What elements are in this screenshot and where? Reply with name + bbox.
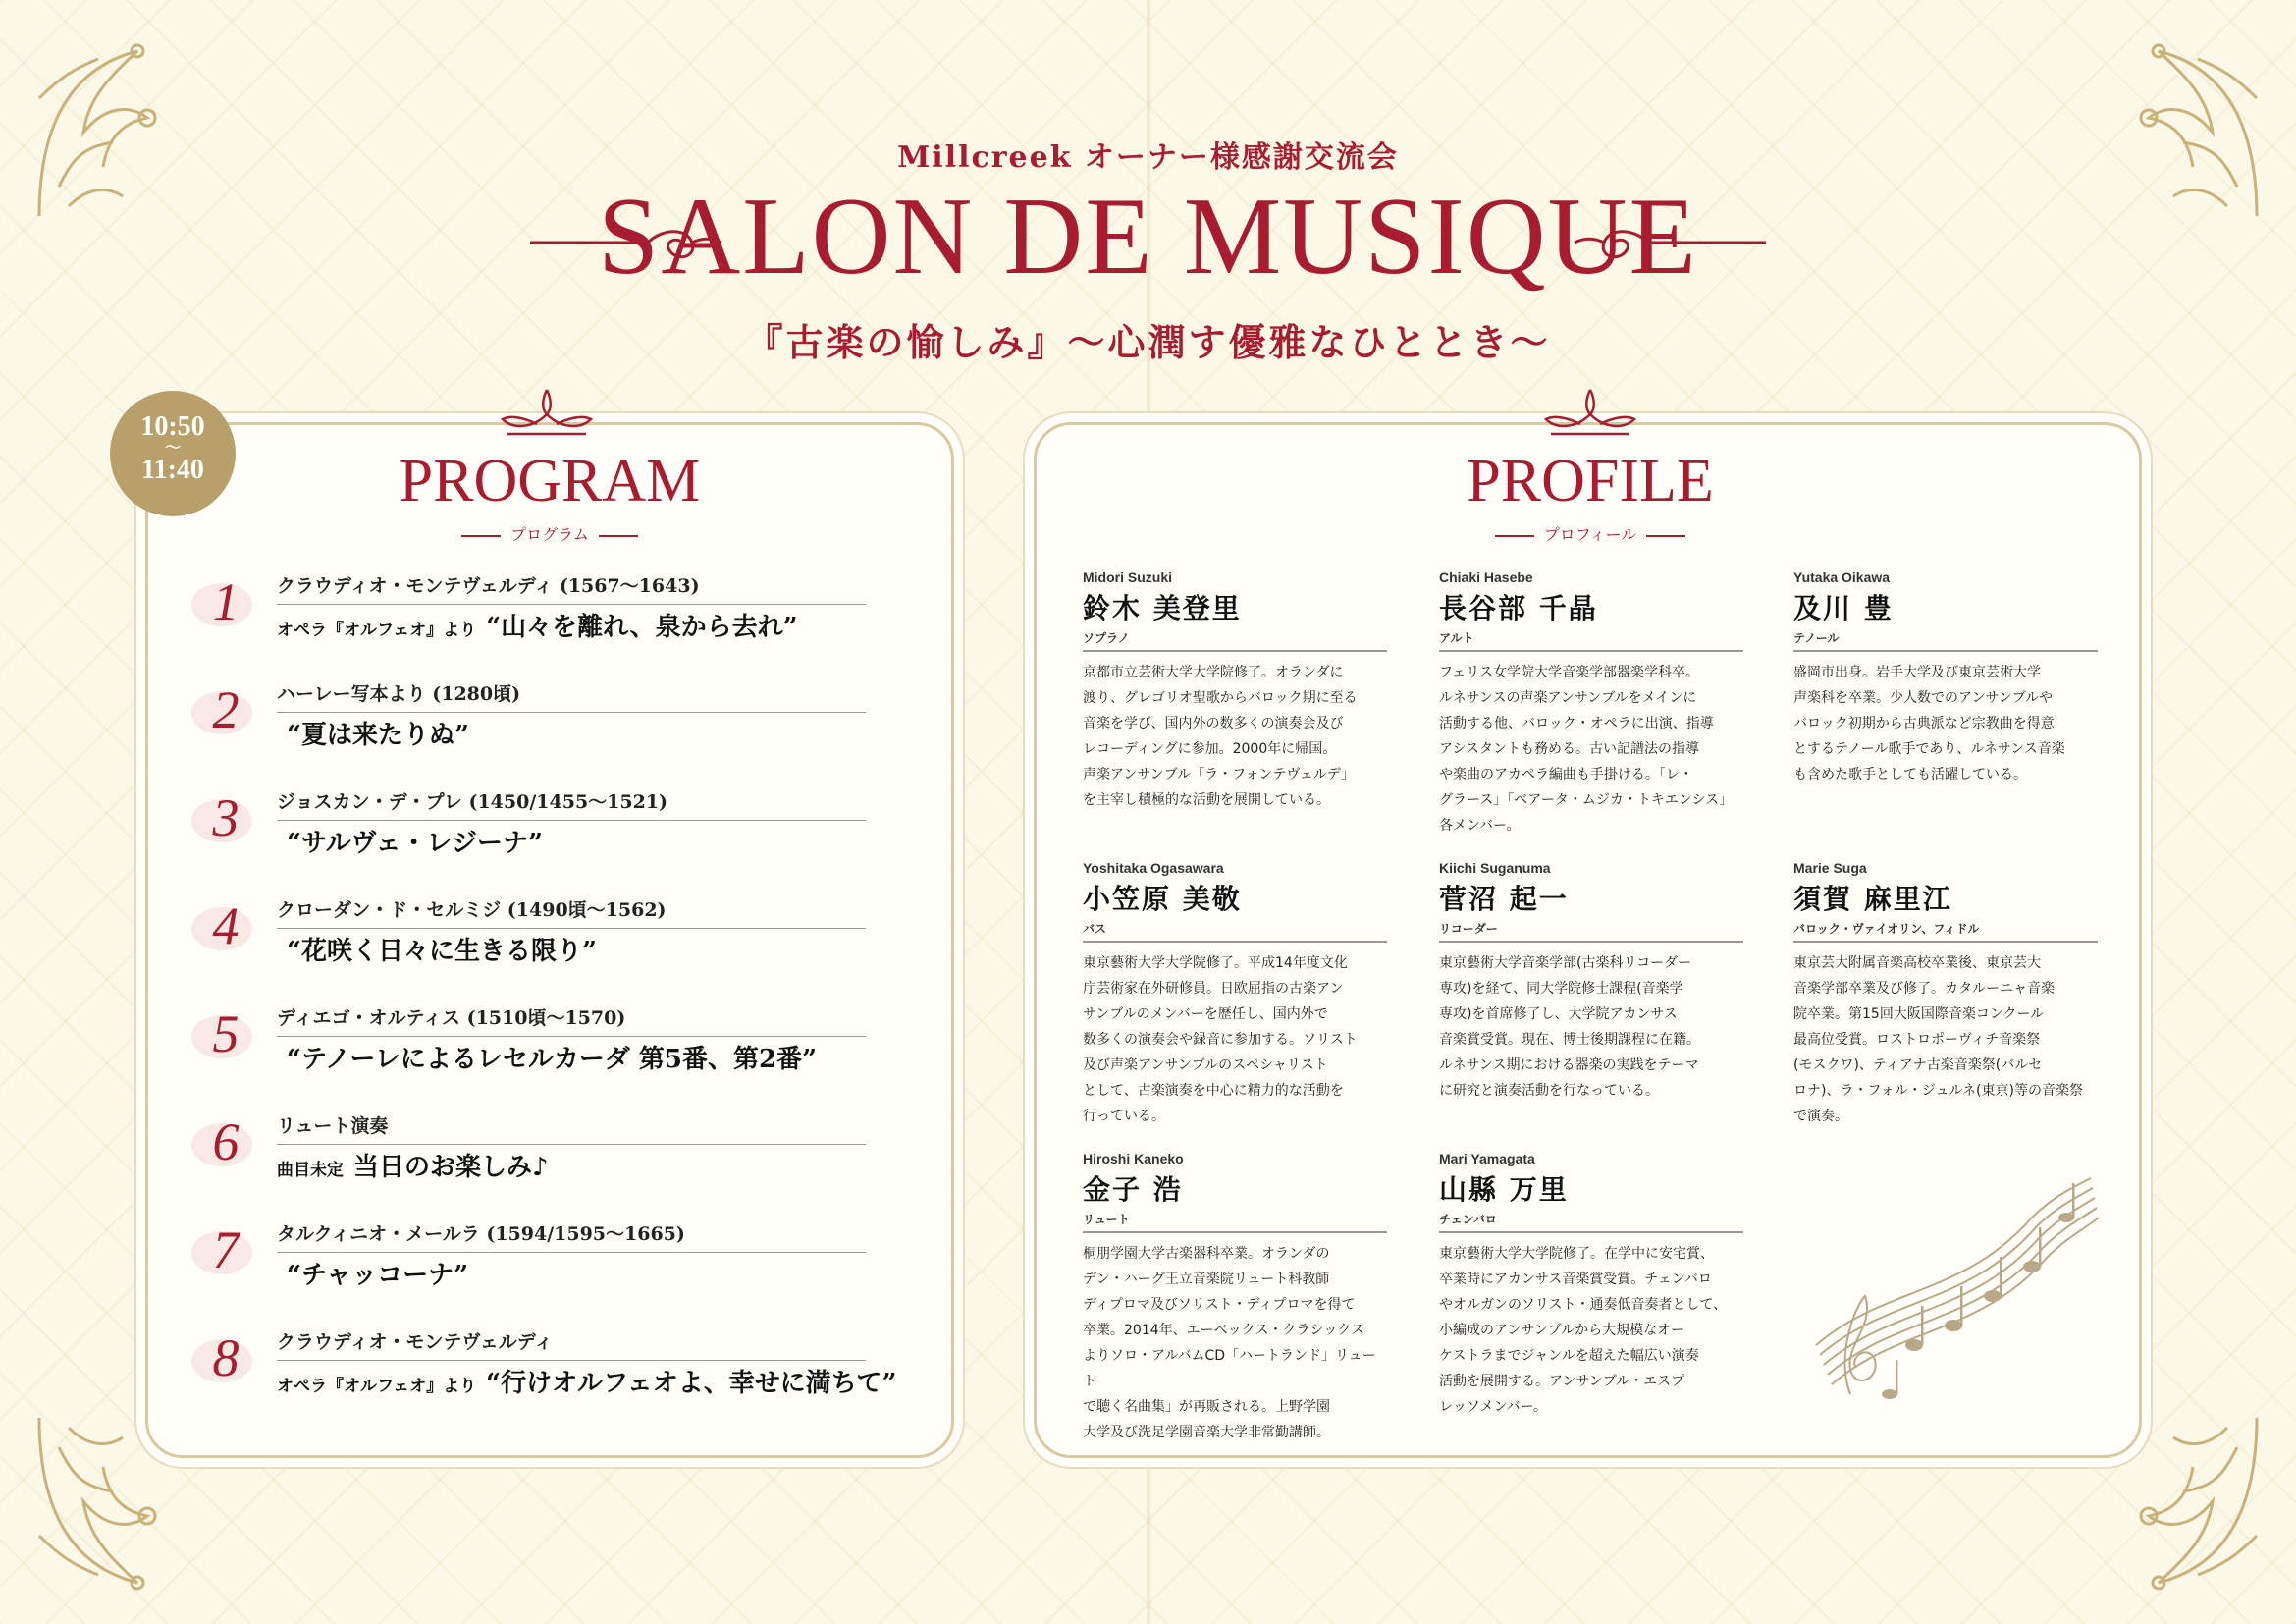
program-number: 1 [212,572,240,631]
profile-card [1439,860,1743,1104]
program-number: 6 [212,1112,240,1171]
program-composer: リュート演奏 [277,1111,866,1145]
section-ornament-icon [493,385,601,439]
program-piece: “花咲く日々に生きる限り” [287,937,597,966]
profile-roman-name: Midori Suzuki [1083,569,1172,585]
profile-roman-name: Hiroshi Kaneko [1083,1151,1184,1166]
program-number: 3 [212,788,240,847]
profile-name: 菅沼 起一 [1439,883,1569,915]
profile-name: 山縣 万里 [1439,1173,1569,1206]
profile-bio: 盛岡市出身。岩手大学及び東京芸術大学 声楽科を卒業。少人数でのアンサンブルや バロック初期から古典派など宗教曲を得意 とするテノール歌手であり、ルネサンス音楽 も含めた歌手としても活躍している。 [1793,664,2065,783]
profile-name: 須賀 麻里江 [1793,883,1952,915]
music-notes-icon [1806,1159,2101,1414]
event-subtitle: Millcreek オーナー様感謝交流会 [897,140,1399,175]
program-number: 5 [212,1004,240,1063]
title-ornament-icon [1570,218,1766,267]
program-number: 8 [212,1328,240,1387]
profile-subtitle: プロフィール [1433,522,1747,545]
profile-card [1793,860,2098,1129]
profile-role: ソプラノ [1083,631,1130,645]
program-composer: クラウディオ・モンテヴェルディ (1567〜1643) [277,571,866,605]
tagline: 『古楽の愉しみ』〜心潤す優雅なひととき〜 [745,320,1551,364]
section-ornament-icon [1536,385,1644,439]
profile-card [1439,1151,1743,1420]
profile-roman-name: Kiichi Suganuma [1439,860,1551,876]
program-subtitle: プログラム [393,522,707,545]
profile-bio: フェリス女学院大学音楽学部器楽学科卒。 ルネサンスの声楽アンサンブルをメインに 活動する他、バロック・オペラに出演、指導 アシスタントも務める。古い記譜法の指導 や楽曲のアカペラ編曲も手掛ける。「レ・ グラース」「ベアータ・ムジカ・トキエンシス」 各メンバー。 [1439,664,1734,834]
profile-role: アルト [1439,631,1474,645]
time-start: 10:50 [140,411,205,442]
profile-name: 長谷部 千晶 [1439,592,1598,624]
profile-role: リコーダー [1439,922,1498,936]
program-piece: “テノーレによるレセルカーダ 第5番、第2番” [287,1045,818,1074]
profile-roman-name: Marie Suga [1793,860,1867,876]
profile-roman-name: Yutaka Oikawa [1793,569,1891,585]
time-separator: 〜 [164,440,181,457]
program-composer: ジョスカン・デ・プレ (1450/1455〜1521) [277,787,866,821]
program-composer: ハーレー写本より (1280頃) [277,679,866,713]
time-badge [110,391,236,516]
header [0,0,2296,373]
profile-bio: 東京藝術大学大学院修了。在学中に安宅賞、 卒業時にアカンサス音楽賞受賞。チェンバロ やオルガンのソリスト・通奏低音奏者として、 小編成のアンサンブルから大規模なオー ケストラまでジャンルを超えた幅広い演奏 活動を展開する。アンサンブル・エスプ レッソメンバー。 [1439,1245,1728,1415]
profile-name: 及川 豊 [1793,592,1894,624]
program-composer: クローダン・ド・セルミジ (1490頃〜1562) [277,895,866,929]
profile-bio: 東京藝術大学音楽学部(古楽科リコーダー 専攻)を経て、同大学院修士課程(音楽学 専攻)を首席修了し、大学院アカンサス 音楽賞受賞。現在、博士後期課程に在籍。 ルネサンス期における器楽の実践をテーマ に研究と演奏活動を行なっている。 [1439,954,1700,1099]
profile-role: テノール [1793,631,1840,645]
program-piece: “チャッコーナ” [287,1261,469,1290]
profile-bio: 東京芸大附属音楽高校卒業後、東京芸大 音楽学部卒業及び修了。カタルーニャ音楽 院卒業。第15回大阪国際音楽コンクール 最高位受賞。ロストロポーヴィチ音楽祭 (モスクワ)、ティアナ古楽音楽祭(バルセ ロナ)、ラ・フォル・ジュルネ(東京)等の音楽祭 で演奏。 [1793,954,2083,1124]
time-end: 11:40 [141,455,204,485]
program-piece: 曲目未定 当日のお楽しみ♪ [277,1153,549,1182]
profile-card [1083,569,1387,813]
profile-card [1083,860,1387,1129]
program-composer: ディエゴ・オルティス (1510頃〜1570) [277,1003,866,1037]
program-piece: “サルヴェ・レジーナ” [287,829,543,858]
profile-role: チェンバロ [1439,1213,1497,1226]
profile-card [1793,569,2098,787]
profile-bio: 東京藝術大学大学院修了。平成14年度文化 庁芸術家在外研修員。日欧屈指の古楽アン サンブルのメンバーを歴任し、国内外で 数多くの演奏会や録音に参加する。ソリスト 及び声楽アンサンブルのスペシャリスト として、古楽演奏を中心に精力的な活動を 行っている。 [1083,954,1358,1124]
profile-name: 小笠原 美敬 [1083,883,1242,915]
program-piece: オペラ『オルフェオ』より “行けオルフェオよ、幸せに満ちて” [277,1369,897,1398]
program-composer: クラウディオ・モンテヴェルディ [277,1327,866,1361]
profile-card [1083,1151,1387,1445]
profile-roman-name: Chiaki Hasebe [1439,569,1533,585]
profile-name: 金子 浩 [1083,1173,1183,1206]
profile-role: バス [1083,922,1107,936]
page-title: SALON DE MUSIQUE [598,176,1698,298]
program-composer: タルクィニオ・メールラ (1594/1595〜1665) [277,1219,866,1253]
program-number: 2 [212,680,240,739]
profile-title: PROFILE [1467,448,1714,514]
profile-role: バロック・ヴァイオリン、フィドル [1793,922,1980,936]
profile-name: 鈴木 美登里 [1083,592,1242,624]
program-number: 7 [212,1220,240,1279]
profile-roman-name: Mari Yamagata [1439,1151,1535,1166]
profile-bio: 桐朋学園大学古楽器科卒業。オランダの デン・ハーグ王立音楽院リュート科教師 ディプロマ及びソリスト・ディプロマを得て 卒業。2014年、エーベックス・クラシックス よりソロ・アルバムCD「ハートランド」リュート で聴く名曲集」が再販される。上野学園 大学及び洗足学園音楽大学非常勤講師。 [1083,1245,1376,1440]
profile-bio: 京都市立芸術大学大学院修了。オランダに 渡り、グレゴリオ聖歌からバロック期に至る 音楽を学び、国内外の数多くの演奏会及び レコーディングに参加。2000年に帰国。 声楽アンサンブル「ラ・フォンテヴェルデ」 を主宰し積極的な活動を展開している。 [1083,664,1358,808]
profile-role: リュート [1083,1213,1130,1226]
program-piece: オペラ『オルフェオ』より “山々を離れ、泉から去れ” [277,613,798,642]
program-piece: “夏は来たりぬ” [287,721,469,750]
program-title: PROGRAM [399,448,701,514]
profile-roman-name: Yoshitaka Ogasawara [1083,860,1224,876]
profile-card [1439,569,1743,839]
program-number: 4 [212,896,240,955]
